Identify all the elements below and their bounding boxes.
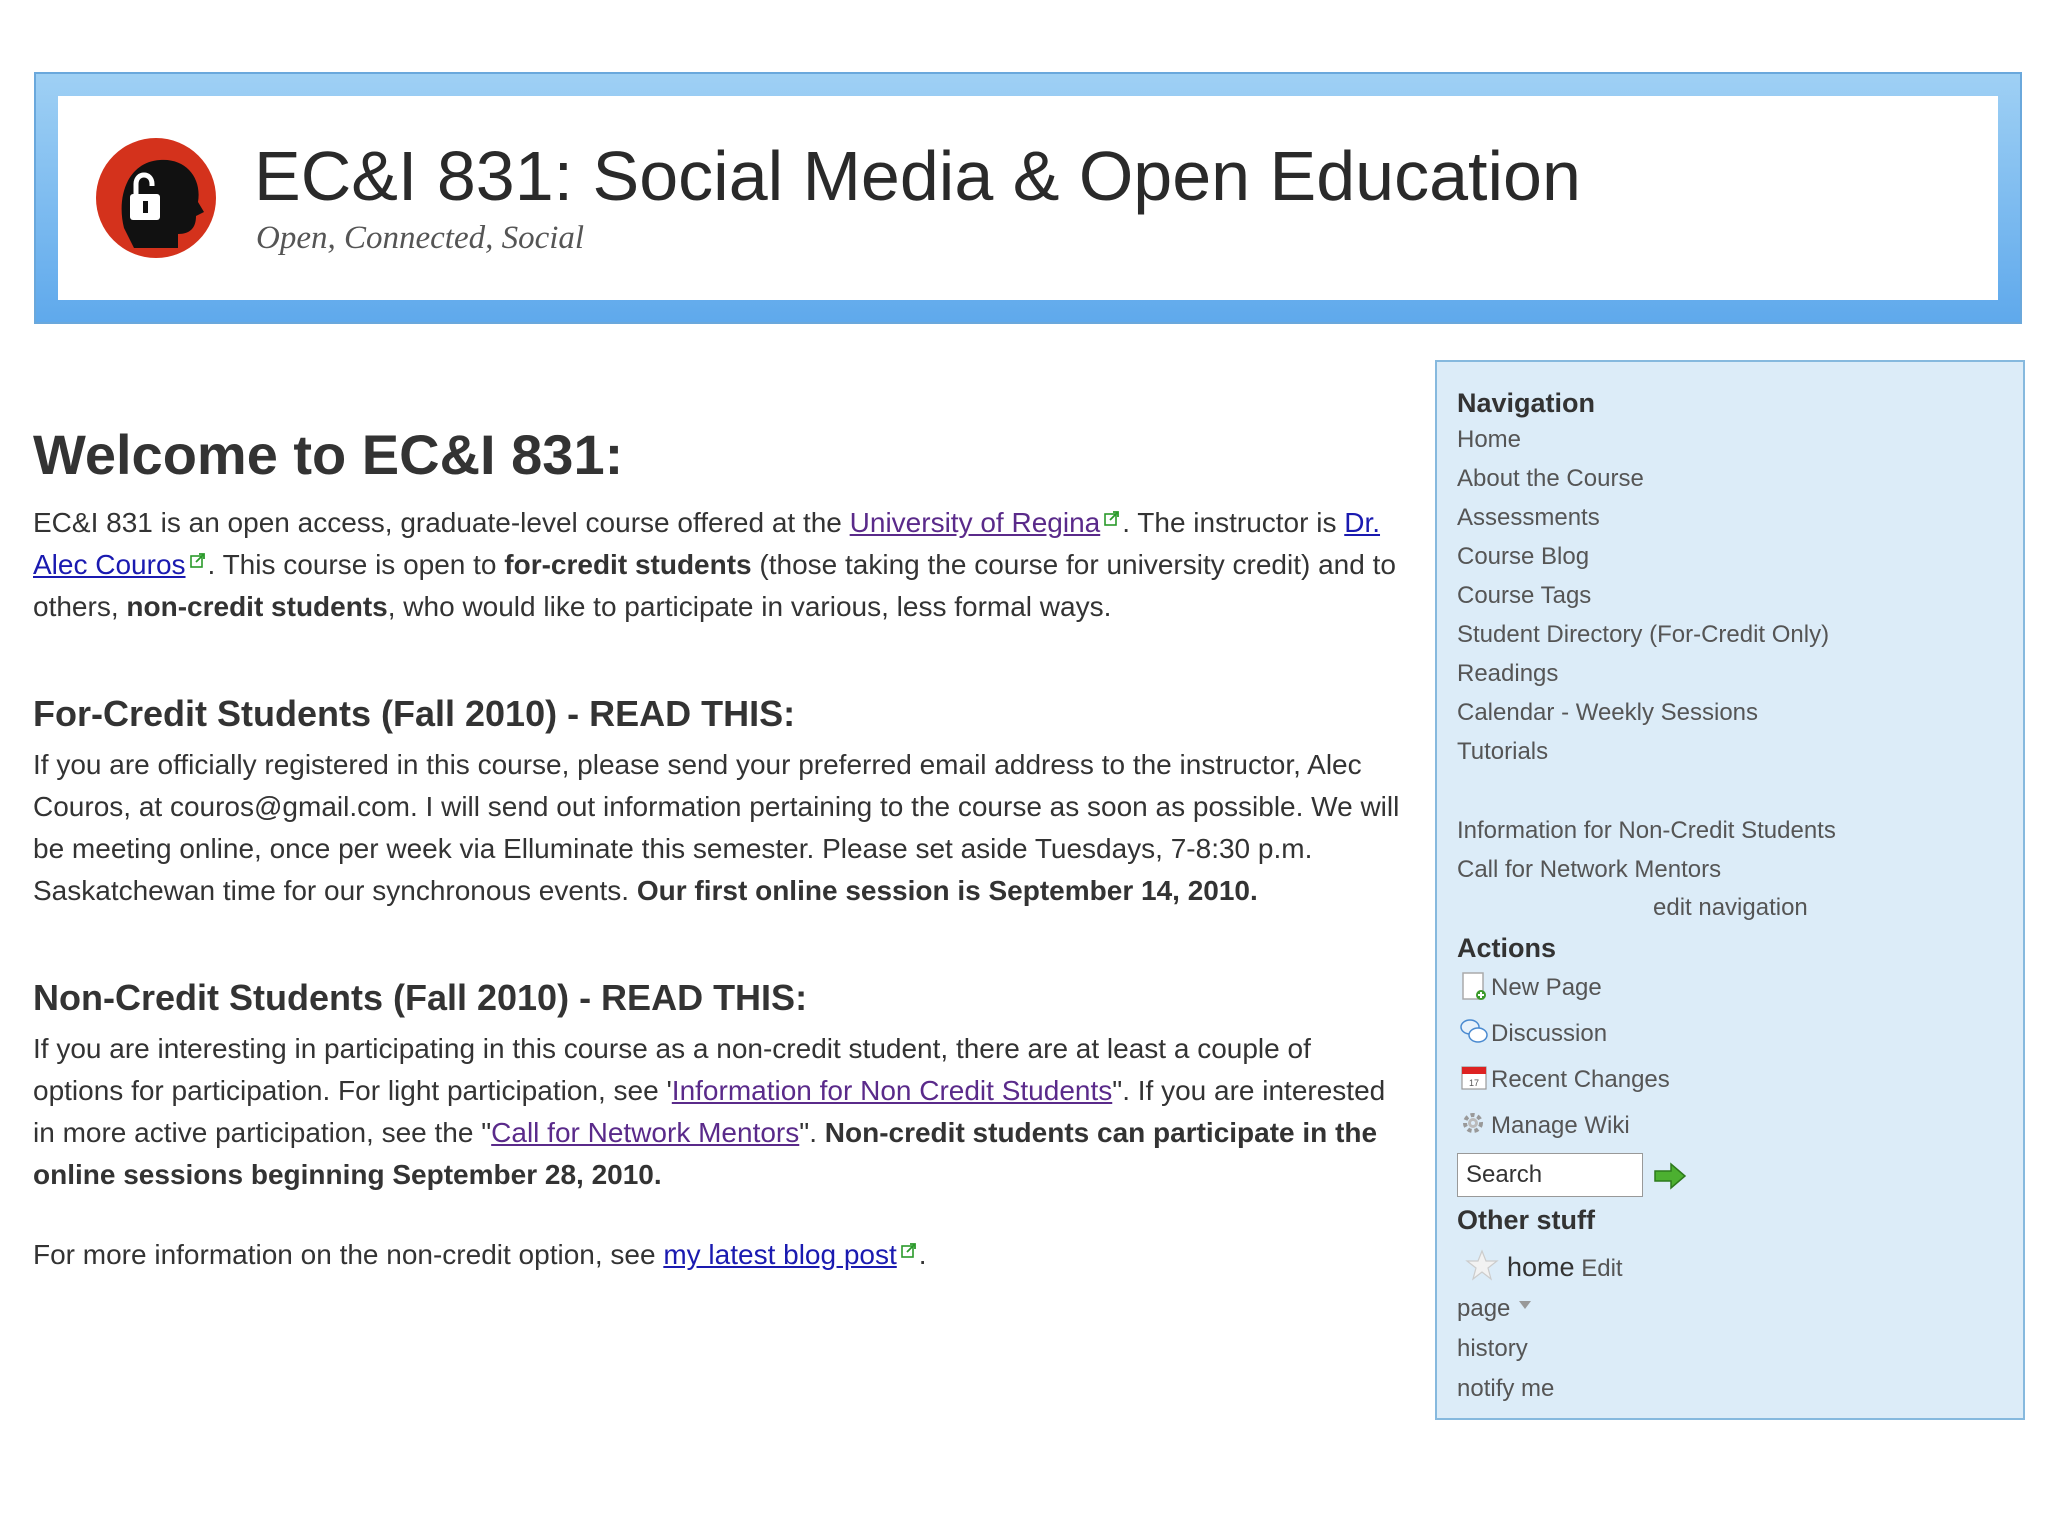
non-credit-bold: non-credit students [126,591,388,622]
nav-item-course-blog[interactable]: Course Blog [1457,543,1590,570]
actions-heading: Actions [1457,933,1557,963]
navigation-heading: Navigation [1457,388,1596,418]
intro-text-3: . This course is open to [207,549,505,580]
site-header [34,72,2022,324]
info-non-credit-link[interactable]: Information for Non Credit Students [671,1075,1113,1106]
nav-item-home[interactable]: Home [1457,426,1522,453]
intro-paragraph [33,502,1403,628]
site-tagline: Open, Connected, Social [256,220,585,256]
university-of-regina-link[interactable]: University of Regina [849,507,1101,538]
discussion-action[interactable] [1457,1011,2003,1057]
star-icon[interactable] [1465,1248,1499,1282]
home-row [1457,1247,2003,1289]
open-lock-head-icon[interactable] [94,136,218,260]
recent-changes-label: Recent Changes [1491,1066,1670,1093]
external-link-icon [190,552,206,568]
navigation-list [1457,420,2003,771]
discussion-icon [1459,1017,1489,1047]
site-header-inner [58,96,1998,300]
home-label: home [1507,1252,1575,1282]
calendar-icon [1459,1063,1489,1093]
nav-item-assessments[interactable]: Assessments [1457,504,1600,531]
nav-item-calendar[interactable]: Calendar - Weekly Sessions [1457,699,1759,726]
call-for-mentors-link[interactable]: Call for Network Mentors [491,1117,800,1148]
latest-blog-post-link[interactable]: my latest blog post [663,1239,897,1270]
for-credit-heading: For-Credit Students (Fall 2010) - READ THIS: [33,693,796,734]
new-page-icon [1459,971,1489,1001]
for-credit-text: If you are officially registered in this course, please send your preferred email address to the instructor, Alec Couros, at couros@gmail.com. I will send out information pertaining to the course as soon as possible. We will be meeting online, once per week via Elluminate this semester. Please set aside Tuesdays, 7-8:30 p.m. Saskatchewan time for our synchronous events. [33,749,1400,906]
sidebar [1435,360,2025,1420]
manage-wiki-action[interactable] [1457,1103,2003,1149]
more-info-text-1: For more information on the non-credit option, see [33,1239,664,1270]
search-row [1457,1153,2003,1203]
nav-item-tutorials[interactable]: Tutorials [1457,738,1549,765]
more-info-paragraph [33,1234,1403,1276]
new-page-label: New Page [1491,974,1602,1001]
first-session-bold: Our first online session is September 14, 2010. [636,875,1258,906]
more-info-text-2: . [918,1239,927,1270]
nav-item-readings[interactable]: Readings [1457,660,1559,687]
non-credit-text-1: If you are interesting in participating in this course as a non-credit student, there are at least a couple of options for participation. For light participation, see ' [33,1033,1311,1106]
search-go-arrow-icon[interactable] [1653,1161,1687,1191]
non-credit-heading: Non-Credit Students (Fall 2010) - READ THIS: [33,977,808,1018]
intro-text-4: (those taking the course for university credit) and to others, [33,549,1396,622]
for-credit-bold: for-credit students [504,549,752,580]
recent-changes-action[interactable] [1457,1057,2003,1103]
non-credit-text-3: ". [799,1117,825,1148]
main-content [33,420,1403,1276]
alec-couros-link[interactable]: Dr. Alec Couros [33,507,1381,580]
site-title: EC&I 831: Social Media & Open Education [254,137,1581,215]
discussion-label: Discussion [1491,1020,1608,1047]
svg-text:17: 17 [1469,1078,1480,1088]
other-stuff-heading: Other stuff [1457,1205,1595,1235]
edit-navigation-link[interactable]: edit navigation [1653,894,1808,921]
page-row [1457,1289,2003,1329]
non-credit-sessions-bold: Non-credit students can participate in the online sessions beginning September 28, 2010. [33,1117,1378,1190]
navigation-list-2 [1457,811,2003,889]
external-link-icon [1104,510,1120,526]
search-input[interactable] [1457,1153,1643,1197]
welcome-heading: Welcome to EC&I 831: [33,423,624,486]
intro-text-1: EC&I 831 is an open access, graduate-level course offered at the [33,507,850,538]
manage-wiki-label: Manage Wiki [1491,1112,1630,1139]
nav-item-info-non-credit[interactable]: Information for Non-Credit Students [1457,817,1836,844]
nav-item-student-directory[interactable]: Student Directory (For-Credit Only) [1457,621,1830,648]
history-link[interactable]: history [1457,1335,1528,1362]
edit-page-link[interactable]: Edit [1581,1255,1623,1282]
non-credit-paragraph [33,1028,1403,1196]
intro-text-5: , who would like to participate in various, less formal ways. [387,591,1112,622]
external-link-icon [901,1242,917,1258]
new-page-action[interactable] [1457,965,2003,1011]
nav-item-course-tags[interactable]: Course Tags [1457,582,1592,609]
chevron-down-icon[interactable] [1518,1300,1532,1310]
nav-item-network-mentors[interactable]: Call for Network Mentors [1457,856,1722,883]
non-credit-text-2: ". If you are interested in more active participation, see the " [33,1075,1386,1148]
gear-icon [1459,1109,1489,1139]
intro-text-2: . The instructor is [1122,507,1345,538]
nav-item-about[interactable]: About the Course [1457,465,1644,492]
notify-me-link[interactable]: notify me [1457,1375,1555,1402]
page-menu-label[interactable]: page [1457,1295,1511,1322]
for-credit-paragraph [33,744,1403,912]
